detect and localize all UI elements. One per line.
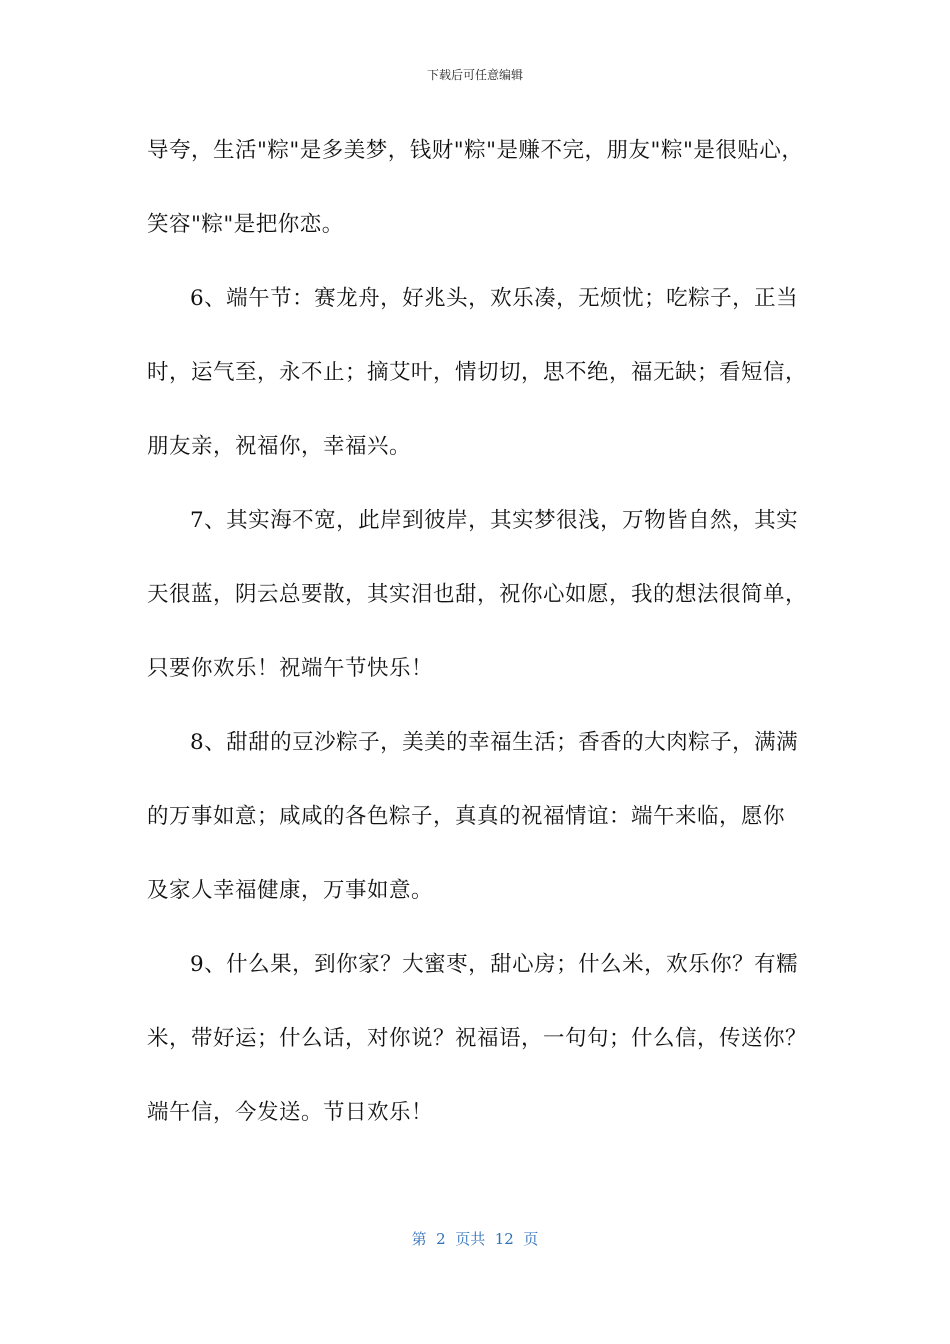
paragraph-line: 朋友亲，祝福你，幸福兴。 [147,434,412,459]
paragraph-line: 7、其实海不宽，此岸到彼岸，其实梦很浅，万物皆自然，其实 [190,508,799,533]
paragraph-line: 及家人幸福健康，万事如意。 [147,878,434,903]
paragraph-line: 时，运气至，永不止；摘艾叶，情切切，思不绝，福无缺；看短信， [147,360,808,385]
paragraph-line: 笑容"粽"是把你恋。 [147,212,344,237]
paragraph-line: 6、端午节：赛龙舟，好兆头，欢乐凑，无烦忧；吃粽子，正当 [190,286,799,311]
paragraph-line: 端午信，今发送。节日欢乐！ [147,1100,434,1125]
paragraph-line: 导夸，生活"粽"是多美梦，钱财"粽"是赚不完，朋友"粽"是很贴心， [147,138,804,163]
paragraph-line: 的万事如意；咸咸的各色粽子，真真的祝福情谊：端午来临，愿你 [147,804,786,829]
document-body [147,114,807,1150]
paragraph-line: 天很蓝，阴云总要散，其实泪也甜，祝你心如愿，我的想法很简单， [147,582,808,607]
paragraph-line: 9、什么果，到你家？大蜜枣，甜心房；什么米，欢乐你？有糯 [190,952,799,977]
page-header: 下载后可任意编辑 [426,68,523,82]
paragraph-line: 只要你欢乐！祝端午节快乐！ [147,656,434,681]
page-number-footer: 第 2 页共 12 页 [411,1230,539,1248]
paragraph-line: 8、甜甜的豆沙粽子，美美的幸福生活；香香的大肉粽子，满满 [190,730,799,755]
paragraph-line: 米，带好运；什么话，对你说？祝福语，一句句；什么信，传送你？ [147,1026,808,1051]
